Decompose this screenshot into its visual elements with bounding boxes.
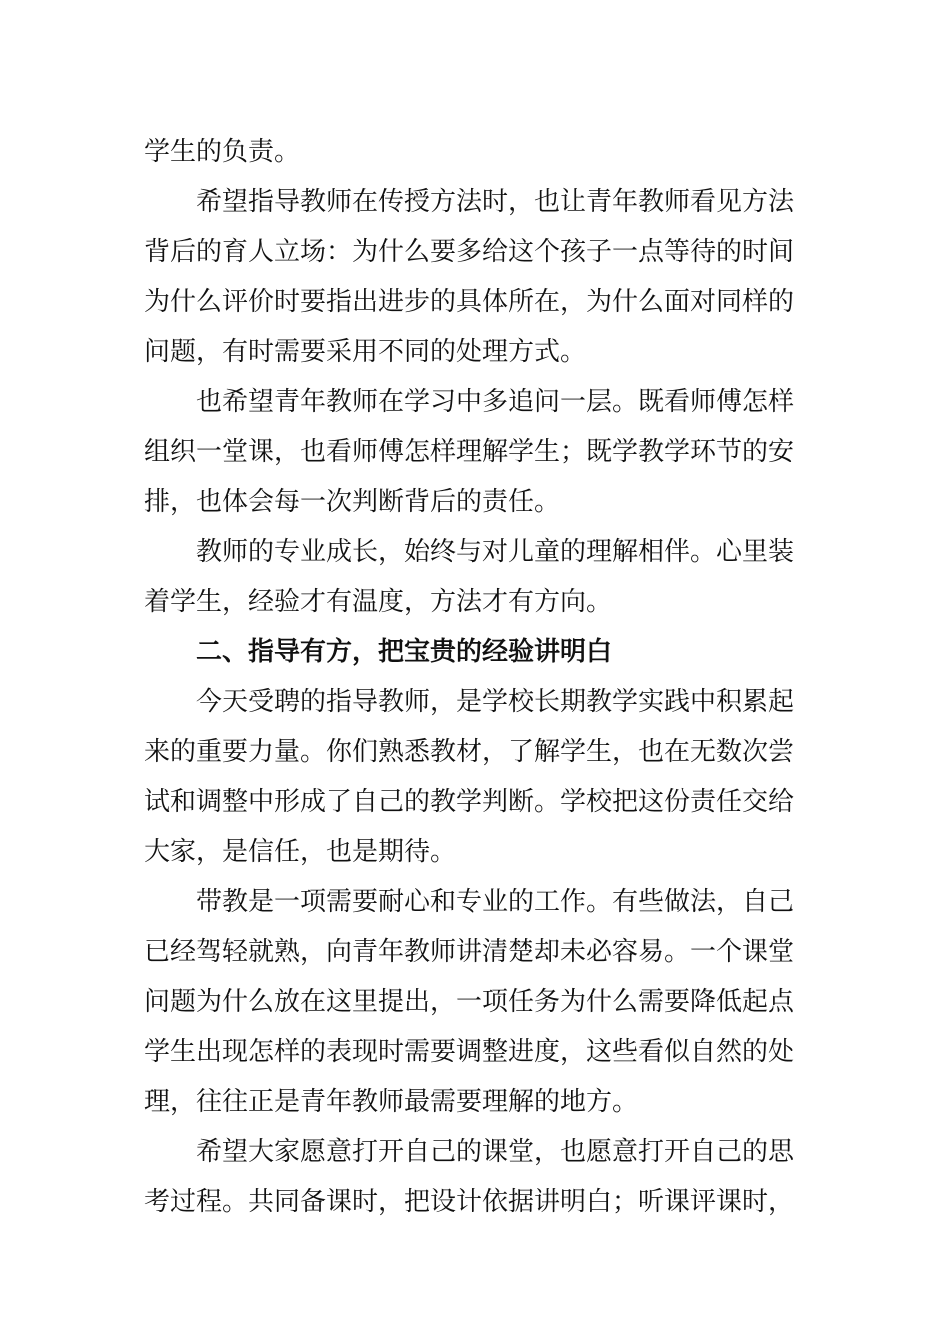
text-line: 问题，有时需要采用不同的处理方式。 (144, 337, 587, 367)
text-line: 理，往往正是青年教师最需要理解的地方。 (144, 1087, 639, 1117)
text-line: 考过程。共同备课时，把设计依据讲明白；听课评课时， (144, 1187, 795, 1217)
text-line: 希望大家愿意打开自己的课堂，也愿意打开自己的思 (196, 1137, 795, 1167)
text-line: 希望指导教师在传授方法时，也让青年教师看见方法 (196, 187, 795, 217)
text-line: 来的重要力量。你们熟悉教材，了解学生，也在无数次尝 (144, 737, 795, 767)
text-line: 带教是一项需要耐心和专业的工作。有些做法，自己 (196, 887, 795, 917)
text-line: 也希望青年教师在学习中多追问一层。既看师傅怎样 (196, 387, 795, 417)
text-line: 排，也体会每一次判断背后的责任。 (144, 487, 561, 517)
text-line: 大家，是信任，也是期待。 (144, 837, 457, 867)
body-text (144, 127, 808, 1227)
section-heading: 二、指导有方，把宝贵的经验讲明白 (196, 637, 613, 667)
text-line: 学生的负责。 (144, 137, 301, 167)
text-line: 为什么评价时要指出进步的具体所在，为什么面对同样的 (144, 287, 795, 317)
text-line: 教师的专业成长，始终与对儿童的理解相伴。心里装 (196, 537, 795, 567)
text-line: 问题为什么放在这里提出，一项任务为什么需要降低起点 (144, 987, 795, 1017)
text-line: 已经驾轻就熟，向青年教师讲清楚却未必容易。一个课堂 (144, 937, 795, 967)
text-line: 组织一堂课，也看师傅怎样理解学生；既学教学环节的安 (144, 437, 795, 467)
text-line: 着学生，经验才有温度，方法才有方向。 (144, 587, 613, 617)
text-line: 学生出现怎样的表现时需要调整进度，这些看似自然的处 (144, 1037, 795, 1067)
text-line: 试和调整中形成了自己的教学判断。学校把这份责任交给 (144, 787, 795, 817)
text-line: 今天受聘的指导教师，是学校长期教学实践中积累起 (196, 687, 795, 717)
text-line: 背后的育人立场：为什么要多给这个孩子一点等待的时间 (144, 237, 795, 267)
